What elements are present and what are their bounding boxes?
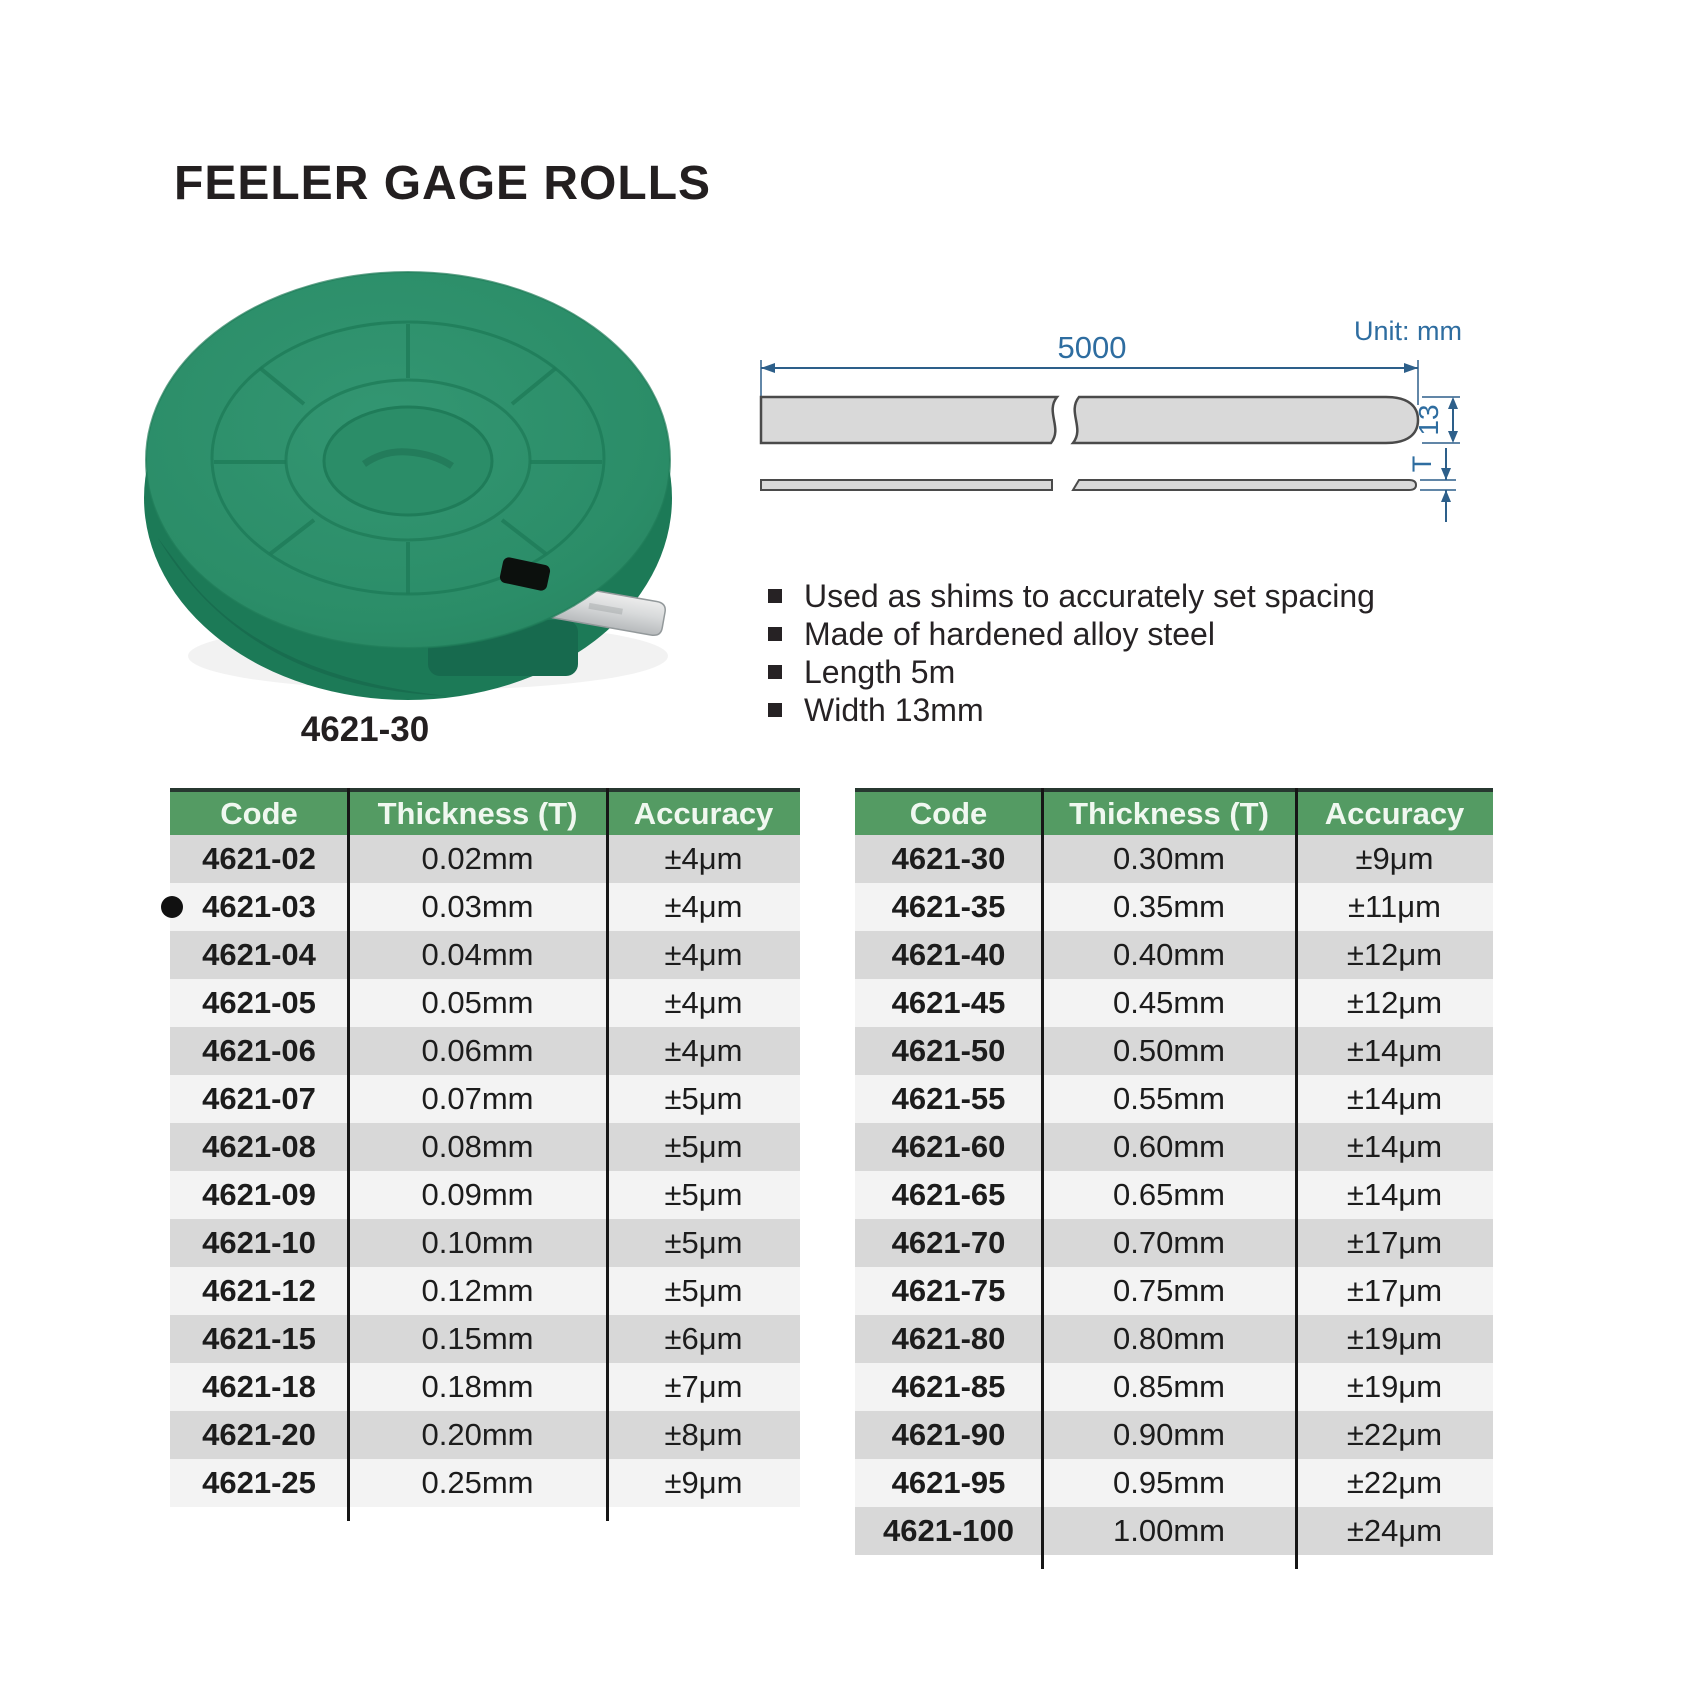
table-row <box>170 1123 800 1171</box>
cell-code: 4621-70 <box>891 1225 1006 1260</box>
cell-accuracy: ±24μm <box>1346 1513 1443 1548</box>
cell-code: 4621-08 <box>202 1129 316 1164</box>
cell-thickness: 0.60mm <box>1113 1129 1225 1164</box>
dimension-drawing <box>700 278 1500 588</box>
feeler-gage-roll-illustration <box>128 248 703 718</box>
cell-accuracy: ±22μm <box>1346 1417 1443 1452</box>
cell-code: 4621-65 <box>891 1177 1006 1212</box>
column-header-accuracy: Accuracy <box>1324 795 1465 831</box>
cell-code: 4621-15 <box>202 1321 316 1356</box>
product-photo <box>128 248 703 718</box>
cell-thickness: 0.55mm <box>1113 1081 1225 1116</box>
table-row <box>170 1075 800 1123</box>
cell-accuracy: ±11μm <box>1348 889 1441 924</box>
cell-accuracy: ±5μm <box>664 1081 743 1116</box>
table-row <box>855 1219 1493 1267</box>
marked-item-dot-icon <box>161 896 183 918</box>
cell-thickness: 0.06mm <box>421 1033 534 1068</box>
length-dim-label: 5000 <box>1057 330 1127 365</box>
table-row <box>170 1171 800 1219</box>
cell-thickness: 0.09mm <box>421 1177 534 1212</box>
table-row <box>170 979 800 1027</box>
arrow-up2-icon <box>1441 490 1451 502</box>
table-row <box>170 835 800 883</box>
cell-code: 4621-50 <box>891 1033 1006 1068</box>
table-header-row <box>170 788 800 835</box>
column-header-thickness: Thickness (T) <box>377 795 578 831</box>
cell-thickness: 0.15mm <box>421 1321 534 1356</box>
spec-table-right <box>855 788 1493 1555</box>
table-row <box>855 1267 1493 1315</box>
cell-accuracy: ±4μm <box>664 841 743 876</box>
arrow-right-icon <box>1404 363 1418 373</box>
cell-thickness: 0.45mm <box>1113 985 1225 1020</box>
table-row <box>855 1075 1493 1123</box>
table-row <box>170 931 800 979</box>
table-row <box>170 1027 800 1075</box>
cell-code: 4621-09 <box>202 1177 316 1212</box>
cell-code: 4621-55 <box>891 1081 1006 1116</box>
feature-item: Made of hardened alloy steel <box>768 615 1375 653</box>
cell-thickness: 0.03mm <box>421 889 534 924</box>
cell-accuracy: ±9μm <box>1355 841 1434 876</box>
table-row <box>855 979 1493 1027</box>
dimension-diagram <box>700 278 1500 588</box>
arrow-up-icon <box>1448 397 1458 409</box>
column-header-code: Code <box>909 795 988 831</box>
cell-thickness: 0.08mm <box>421 1129 534 1164</box>
table-row <box>170 1411 800 1459</box>
strip-top-view <box>761 397 1418 443</box>
cell-accuracy: ±5μm <box>664 1177 743 1212</box>
column-separator <box>606 788 609 1521</box>
cell-thickness: 0.20mm <box>421 1417 534 1452</box>
table-row <box>855 835 1493 883</box>
feature-item: Length 5m <box>768 653 1375 691</box>
cell-thickness: 0.05mm <box>421 985 534 1020</box>
cell-thickness: 0.95mm <box>1113 1465 1225 1500</box>
cell-thickness: 0.80mm <box>1113 1321 1225 1356</box>
strip-side-view <box>761 480 1416 490</box>
cell-code: 4621-06 <box>202 1033 316 1068</box>
cell-thickness: 0.70mm <box>1113 1225 1225 1260</box>
cell-code: 4621-12 <box>202 1273 316 1308</box>
arrow-left-icon <box>761 363 775 373</box>
cell-code: 4621-07 <box>202 1081 316 1116</box>
table-row <box>855 1459 1493 1507</box>
table-body <box>855 835 1493 1555</box>
cell-code: 4621-80 <box>891 1321 1006 1356</box>
cell-code: 4621-85 <box>891 1369 1006 1404</box>
cell-accuracy: ±4μm <box>664 1033 743 1068</box>
cell-accuracy: ±14μm <box>1346 1129 1443 1164</box>
column-separator <box>1295 788 1298 1569</box>
cell-thickness: 0.02mm <box>421 841 534 876</box>
cell-accuracy: ±19μm <box>1346 1369 1443 1404</box>
table-row <box>855 1171 1493 1219</box>
cell-accuracy: ±8μm <box>664 1417 743 1452</box>
cell-code: 4621-75 <box>891 1273 1006 1308</box>
feature-list <box>768 577 1375 729</box>
table-row <box>855 1027 1493 1075</box>
cell-thickness: 0.50mm <box>1113 1033 1225 1068</box>
table-row <box>855 883 1493 931</box>
cell-code: 4621-04 <box>202 937 316 972</box>
cell-thickness: 0.12mm <box>421 1273 534 1308</box>
cell-code: 4621-40 <box>891 937 1006 972</box>
cell-thickness: 0.90mm <box>1113 1417 1225 1452</box>
cell-thickness: 0.04mm <box>421 937 534 972</box>
cell-accuracy: ±12μm <box>1346 937 1443 972</box>
cell-thickness: 0.25mm <box>421 1465 534 1500</box>
cell-code: 4621-18 <box>202 1369 316 1404</box>
table-row <box>855 931 1493 979</box>
table-body <box>170 835 800 1507</box>
feature-item: Used as shims to accurately set spacing <box>768 577 1375 615</box>
cell-thickness: 0.07mm <box>421 1081 534 1116</box>
column-header-code: Code <box>220 795 298 831</box>
cell-accuracy: ±14μm <box>1346 1033 1443 1068</box>
cell-thickness: 0.10mm <box>421 1225 534 1260</box>
unit-label: Unit: mm <box>1354 316 1462 346</box>
feature-item: Width 13mm <box>768 691 1375 729</box>
table-row <box>170 883 800 931</box>
cell-accuracy: ±4μm <box>664 985 743 1020</box>
cell-thickness: 0.85mm <box>1113 1369 1225 1404</box>
cell-accuracy: ±5μm <box>664 1273 743 1308</box>
page-title: FEELER GAGE ROLLS <box>174 157 712 210</box>
cell-code: 4621-100 <box>882 1513 1014 1548</box>
cell-accuracy: ±5μm <box>664 1129 743 1164</box>
table-row <box>170 1459 800 1507</box>
cell-accuracy: ±9μm <box>664 1465 743 1500</box>
cell-code: 4621-05 <box>202 985 316 1020</box>
table-row <box>855 1363 1493 1411</box>
cell-code: 4621-45 <box>891 985 1006 1020</box>
arrow-down2-icon <box>1441 468 1451 480</box>
table-row <box>170 1219 800 1267</box>
cell-accuracy: ±17μm <box>1346 1225 1443 1260</box>
logo-boss <box>324 407 492 515</box>
table-row <box>855 1507 1493 1555</box>
cell-thickness: 1.00mm <box>1113 1513 1225 1548</box>
spec-table-left <box>170 788 800 1507</box>
cell-thickness: 0.65mm <box>1113 1177 1225 1212</box>
table-header-row <box>855 788 1493 835</box>
cell-thickness: 0.18mm <box>421 1369 534 1404</box>
column-separator <box>1041 788 1044 1569</box>
table-row <box>170 1363 800 1411</box>
arrow-down-icon <box>1448 431 1458 443</box>
cell-accuracy: ±22μm <box>1346 1465 1443 1500</box>
cell-accuracy: ±6μm <box>664 1321 743 1356</box>
table-row <box>855 1123 1493 1171</box>
cell-code: 4621-60 <box>891 1129 1006 1164</box>
cell-code: 4621-10 <box>202 1225 316 1260</box>
cell-accuracy: ±14μm <box>1346 1177 1443 1212</box>
cell-code: 4621-35 <box>891 889 1006 924</box>
table-row <box>170 1267 800 1315</box>
cell-code: 4621-30 <box>891 841 1006 876</box>
column-separator <box>347 788 350 1521</box>
cell-code: 4621-02 <box>202 841 316 876</box>
cell-accuracy: ±12μm <box>1346 985 1443 1020</box>
cell-accuracy: ±17μm <box>1346 1273 1443 1308</box>
cell-accuracy: ±7μm <box>664 1369 743 1404</box>
cell-code: 4621-20 <box>202 1417 316 1452</box>
column-header-thickness: Thickness (T) <box>1069 795 1269 831</box>
cell-thickness: 0.40mm <box>1113 937 1225 972</box>
table-row <box>855 1411 1493 1459</box>
cell-thickness: 0.30mm <box>1113 841 1225 876</box>
thickness-dim-label: T <box>1407 455 1437 473</box>
width-dim-label: 13 <box>1413 404 1444 436</box>
cell-accuracy: ±4μm <box>664 937 743 972</box>
cell-accuracy: ±4μm <box>664 889 743 924</box>
cell-code: 4621-03 <box>170 883 348 931</box>
cell-accuracy: ±5μm <box>664 1225 743 1260</box>
cell-code: 4621-90 <box>891 1417 1006 1452</box>
column-header-accuracy: Accuracy <box>633 795 774 831</box>
cell-accuracy: ±19μm <box>1346 1321 1443 1356</box>
product-caption: 4621-30 <box>300 710 430 749</box>
cell-code: 4621-25 <box>202 1465 316 1500</box>
cell-thickness: 0.75mm <box>1113 1273 1225 1308</box>
table-row <box>855 1315 1493 1363</box>
table-row <box>170 1315 800 1363</box>
cell-accuracy: ±14μm <box>1346 1081 1443 1116</box>
cell-thickness: 0.35mm <box>1113 889 1225 924</box>
cell-code: 4621-95 <box>891 1465 1006 1500</box>
